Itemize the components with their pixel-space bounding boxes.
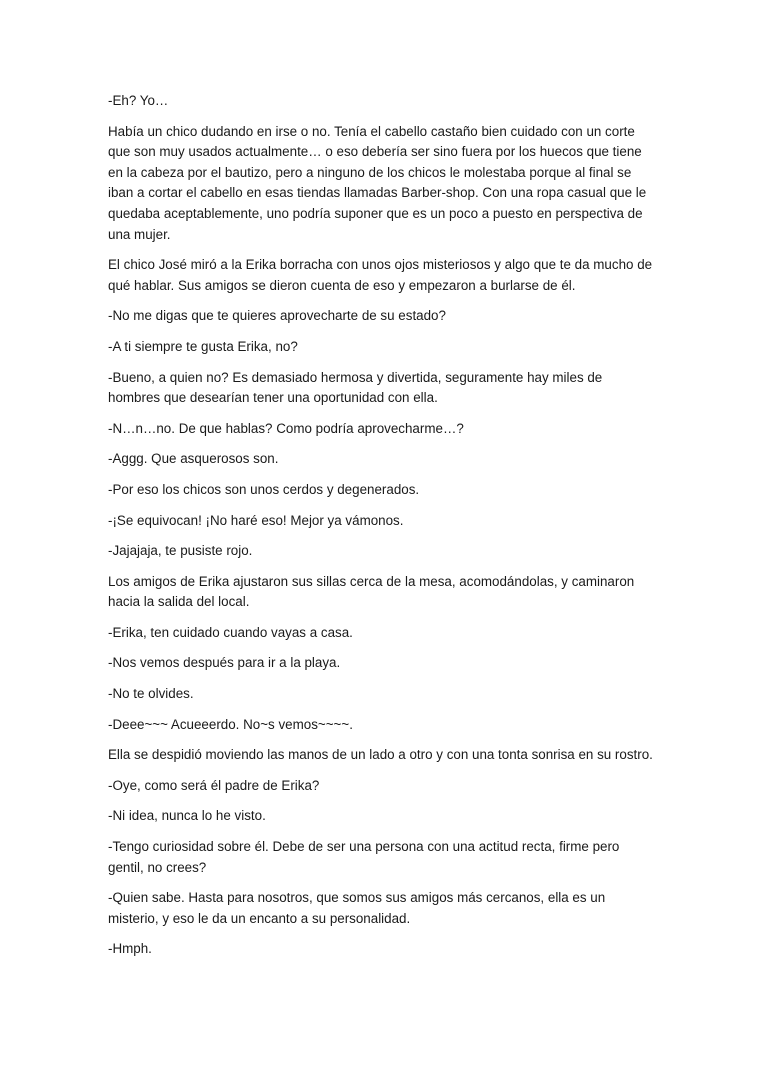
paragraph: Ella se despidió moviendo las manos de un lado a otro y con una tonta sonrisa en su rostro. xyxy=(108,747,653,763)
paragraph: -¡Se equivocan! ¡No haré eso! Mejor ya vámonos. xyxy=(108,512,404,528)
paragraph: -Hmph. xyxy=(108,941,152,957)
paragraph: -Erika, ten cuidado cuando vayas a casa. xyxy=(108,624,353,640)
paragraph: -Deee~~~ Acueeerdo. No~s vemos~~~~. xyxy=(108,716,353,732)
paragraph: -Jajajaja, te pusiste rojo. xyxy=(108,543,253,559)
paragraph: Había un chico dudando en irse o no. Tenía el cabello castaño bien cuidado con un corte que son muy usados actualmente… o eso debería ser sino fuera por los huecos que tiene en la cabeza por el bautizo, pero a ninguno de los chicos le molestaba porque al final se iban a cortar el cabello en esas tiendas llamadas Barber-shop. Con una ropa casual que le quedaba aceptablemente, uno podría suponer que es un poco a puesto en perspectiva de una mujer. xyxy=(108,123,647,242)
paragraph: -No te olvides. xyxy=(108,686,194,702)
paragraph: El chico José miró a la Erika borracha con unos ojos misteriosos y algo que te da mucho de qué hablar. Sus amigos se dieron cuenta de eso y empezaron a burlarse de él. xyxy=(108,257,653,293)
paragraph: -A ti siempre te gusta Erika, no? xyxy=(108,338,298,354)
paragraph: -No me digas que te quieres aprovecharte de su estado? xyxy=(108,308,446,324)
paragraph: Los amigos de Erika ajustaron sus sillas cerca de la mesa, acomodándolas, y caminaron hacia la salida del local. xyxy=(108,573,635,610)
document-body xyxy=(108,91,656,970)
paragraph: -Nos vemos después para ir a la playa. xyxy=(108,655,341,671)
paragraph: -Ni idea, nunca lo he visto. xyxy=(108,808,266,824)
paragraph: -Aggg. Que asquerosos son. xyxy=(108,451,279,467)
paragraph: -N…n…no. De que hablas? Como podría aprovecharme…? xyxy=(108,420,464,436)
paragraph: -Eh? Yo… xyxy=(108,93,169,108)
paragraph: -Tengo curiosidad sobre él. Debe de ser una persona con una actitud recta, firme pero gentil, no crees? xyxy=(108,839,620,875)
paragraph: -Oye, como será él padre de Erika? xyxy=(108,777,320,793)
paragraph: -Por eso los chicos son unos cerdos y degenerados. xyxy=(108,481,420,497)
paragraph: -Bueno, a quien no? Es demasiado hermosa y divertida, seguramente hay miles de hombres que desearían tener una oportunidad con ella. xyxy=(108,369,603,406)
paragraph: -Quien sabe. Hasta para nosotros, que somos sus amigos más cercanos, ella es un misterio, y eso le da un encanto a su personalidad. xyxy=(108,890,606,926)
